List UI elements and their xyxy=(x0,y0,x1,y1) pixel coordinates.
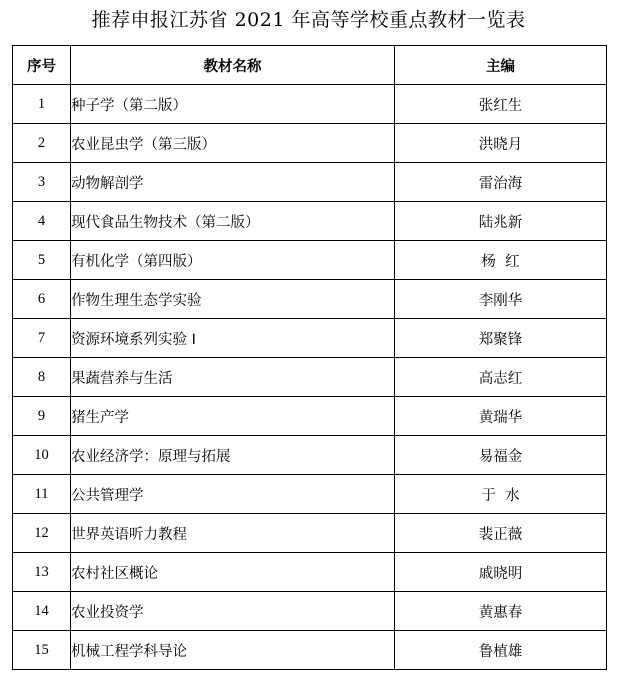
row-editor-text: 鲁植雄 xyxy=(478,643,523,660)
table-row xyxy=(13,436,607,475)
table-row xyxy=(13,85,607,124)
table-body xyxy=(13,85,607,670)
textbook-table xyxy=(12,45,607,670)
row-editor xyxy=(395,163,607,202)
row-textbook-name: 农业投资学 xyxy=(71,592,395,631)
row-editor-text: 雷治海 xyxy=(478,175,523,192)
row-index: 6 xyxy=(13,280,71,319)
row-textbook-name: 农村社区概论 xyxy=(71,553,395,592)
row-editor xyxy=(395,85,607,124)
row-textbook-name: 农业昆虫学（第三版） xyxy=(71,124,395,163)
row-editor-text: 戚晓明 xyxy=(478,565,523,582)
row-textbook-name: 猪生产学 xyxy=(71,397,395,436)
table-row xyxy=(13,358,607,397)
table-row xyxy=(13,631,607,670)
row-editor xyxy=(395,514,607,553)
row-index: 1 xyxy=(13,85,71,124)
row-textbook-name: 农业经济学：原理与拓展 xyxy=(71,436,395,475)
row-editor xyxy=(395,553,607,592)
row-editor xyxy=(395,280,607,319)
table-row xyxy=(13,163,607,202)
row-editor xyxy=(395,397,607,436)
row-editor xyxy=(395,124,607,163)
row-editor-text: 高志红 xyxy=(478,370,523,387)
row-editor xyxy=(395,631,607,670)
table-row xyxy=(13,319,607,358)
row-editor-text: 黄惠春 xyxy=(478,604,523,621)
row-index: 15 xyxy=(13,631,71,670)
row-textbook-name: 机械工程学科导论 xyxy=(71,631,395,670)
row-index: 2 xyxy=(13,124,71,163)
row-textbook-name: 有机化学（第四版） xyxy=(71,241,395,280)
table-row xyxy=(13,241,607,280)
table-row xyxy=(13,397,607,436)
table-row xyxy=(13,514,607,553)
row-textbook-name: 种子学（第二版） xyxy=(71,85,395,124)
row-textbook-name: 世界英语听力教程 xyxy=(71,514,395,553)
row-editor xyxy=(395,241,607,280)
row-editor xyxy=(395,202,607,241)
row-editor xyxy=(395,319,607,358)
header-editor: 主编 xyxy=(395,46,607,85)
document-title: 推荐申报江苏省 2021 年高等学校重点教材一览表 xyxy=(91,9,526,31)
table-row xyxy=(13,553,607,592)
row-editor-text: 杨 红 xyxy=(481,253,520,270)
row-index: 5 xyxy=(13,241,71,280)
table-row xyxy=(13,280,607,319)
row-editor-text: 洪晓月 xyxy=(478,136,523,153)
row-textbook-name: 现代食品生物技术（第二版） xyxy=(71,202,395,241)
row-index: 3 xyxy=(13,163,71,202)
row-textbook-name: 果蔬营养与生活 xyxy=(71,358,395,397)
row-index: 4 xyxy=(13,202,71,241)
table-header-row xyxy=(13,46,607,85)
row-editor-text: 李刚华 xyxy=(478,292,523,309)
row-index: 9 xyxy=(13,397,71,436)
row-textbook-name: 动物解剖学 xyxy=(71,163,395,202)
row-index: 7 xyxy=(13,319,71,358)
row-editor xyxy=(395,475,607,514)
table-row xyxy=(13,202,607,241)
row-index: 14 xyxy=(13,592,71,631)
row-editor xyxy=(395,436,607,475)
row-editor xyxy=(395,592,607,631)
row-index: 8 xyxy=(13,358,71,397)
row-index: 10 xyxy=(13,436,71,475)
header-index: 序号 xyxy=(13,46,71,85)
row-editor-text: 黄瑞华 xyxy=(478,409,523,426)
row-textbook-name: 公共管理学 xyxy=(71,475,395,514)
row-editor-text: 裴正薇 xyxy=(478,526,523,543)
row-editor-text: 陆兆新 xyxy=(478,214,523,231)
row-editor-text: 郑聚锋 xyxy=(478,331,523,348)
header-textbook-name: 教材名称 xyxy=(71,46,395,85)
table-row xyxy=(13,592,607,631)
row-index: 11 xyxy=(13,475,71,514)
row-index: 13 xyxy=(13,553,71,592)
row-textbook-name: 作物生理生态学实验 xyxy=(71,280,395,319)
row-editor-text: 于 水 xyxy=(481,487,520,504)
table-row xyxy=(13,475,607,514)
row-editor-text: 易福金 xyxy=(478,448,523,465)
row-editor-text: 张红生 xyxy=(478,97,523,114)
row-textbook-name: 资源环境系列实验 I xyxy=(71,319,395,358)
table-row xyxy=(13,124,607,163)
row-index: 12 xyxy=(13,514,71,553)
row-editor xyxy=(395,358,607,397)
